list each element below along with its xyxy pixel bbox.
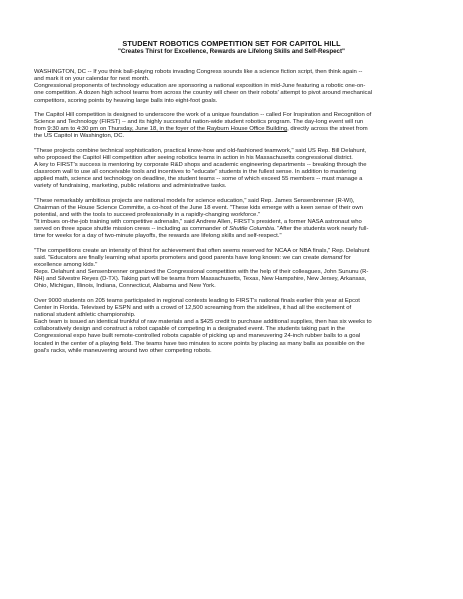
text-line: Ohio, Michigan, Illinois, Indiana, Connecticut, Alabama and New York.: [34, 283, 216, 290]
text-line: potential, and with the tools to succeed professionally in a rapidly-changing workforce.": [34, 211, 261, 218]
text-line: from 9:30 am to 4:30 pm on Thursday, June 18, in the foyer of the Rayburn House Office Building, directly across the street from: [34, 126, 368, 133]
text-line: time for weeks for a day of two-minute playoffs, the rewards are lifelong skills and self-respect.": [34, 233, 282, 240]
paragraph: [34, 298, 429, 355]
text-line: goal's racks, while maneuvering around two other competing robots.: [34, 347, 212, 354]
shuttle-name-italic: Shuttle Columbia: [229, 226, 274, 233]
text-line: and mark it on your calendar for next month.: [34, 76, 150, 83]
text-line: classroom wall to use all conceivable tools and incentives to "educate" students in the fullest sense. In addition to mastering: [34, 169, 357, 176]
text-line: Congressional proponents of technology education are sponsoring a national exposition in mid-June featuring a robotic one-on-: [34, 83, 366, 90]
text-line: the US Capitol in Washington, DC.: [34, 133, 125, 140]
text-line: Congressional expo have built remote-controlled robots capable of picking up and maneuvering 24-inch rubber balls to a goal: [34, 333, 361, 340]
text-line: Center in Florida. Televised by ESPN and with a crowd of 12,500 screaming from the sidelines, it had all the excitement of: [34, 304, 352, 311]
text-line: Each team is issued an identical trunkful of raw materials and a $425 credit to purchase additional supplies, then has six weeks to: [34, 319, 372, 326]
document-title: STUDENT ROBOTICS COMPETITION SET FOR CAPITOL HILL: [122, 39, 341, 48]
text-line: collaboratively design and construct a robot capable of competing in a designated event. The students taking part in the: [34, 326, 345, 333]
text-line: Over 9000 students on 205 teams participated in regional contests leading to FIRST's national finals earlier this year at Epcot: [34, 297, 360, 304]
text-line: national student athletic championship.: [34, 312, 136, 318]
text-line: "These remarkably ambitious projects are national models for science education," said Rep. James Sensenbrenner (R-WI),: [34, 197, 355, 204]
text-line: NH) and Silvestre Reyes (D-TX). Taking part will be teams from Massachusetts, Texas, New Hampshire, New Jersey, Arkansas,: [34, 276, 367, 283]
text-line: excellence among kids.": [34, 261, 98, 268]
text-line: variety of fundraising, marketing, public relations and administrative tasks.: [34, 183, 227, 190]
text-line: Science and Technology (FIRST) -- and its highly successful nation-wide student robotics program. The day-long event will run: [34, 119, 364, 126]
text-line: who proposed the Capitol Hill competition after seeing robotics teams in action in his Massachusetts congressional district.: [34, 154, 353, 161]
text-line: A key to FIRST's success is mentoring by corporate R&D shops and academic engineering departments -- breaking through the: [34, 161, 367, 168]
text-line: competitors, scoring points by heaving large balls into eight-foot goals.: [34, 97, 218, 104]
document-body: [34, 69, 429, 362]
text-line: said. "Educators are finally learning what sports promoters and good parents have long known: we can create demand for: [34, 254, 351, 261]
demand-italic: demand: [320, 254, 343, 261]
paragraph: [34, 112, 429, 141]
paragraph: [34, 69, 429, 105]
text-line: "The competitions create an intensity of thirst for achievement that often seems reserved for NCAA or NBA finals," Rep. Delahunt: [34, 247, 370, 254]
text-line: Chairman of the House Science Committe, a co-host of the June 18 event. "These kids emerge with a keen sense of their own: [34, 204, 363, 211]
text-line: "It imbues on-the-job training with competitive adrenalin," said Andrew Allen, FIRST's president, a former NASA astronaut who: [34, 219, 362, 226]
text-line: The Capitol Hill competition is designed to underscore the work of a unique foundation -- called For Inspiration and Recognition of: [34, 111, 372, 118]
text-line: Reps. Delahunt and Sensenbrenner organized the Congressional competition with the help of their colleagues, John Sununu (R-: [34, 269, 369, 276]
paragraph: [34, 148, 429, 191]
paragraph: [34, 248, 429, 291]
text-line: one competition. A dozen high school teams from across the country will cheer on their robots' attempt to pivot around mechanical: [34, 90, 373, 97]
document-subtitle: "Creates Thirst for Excellence, Rewards are Lifelong Skills and Self-Respect": [118, 48, 345, 55]
text-line: WASHINGTON, DC -- If you think ball-playing robots invading Congress sounds like a science fiction script, then think again --: [34, 69, 363, 75]
text-line: located in the center of a playing field. The teams have two minutes to score points by placing as many balls as possible on the: [34, 340, 365, 347]
text-line: applied math, science and technology on deadline, the student teams -- some of which exceed 55 members -- must manage a: [34, 176, 363, 183]
paragraph: [34, 198, 429, 241]
event-date-time-underlined: 9:30 am to 4:30 pm on Thursday, June 18, in the foyer of the Rayburn House Office Building: [47, 126, 288, 133]
text-line: served on three space shuttle mission crews -- including as commander of Shuttle Columbia. "After the students work nearly full-: [34, 226, 369, 233]
text-line: "These projects combine technical sophistication, practical know-how and old-fashioned teamwork," said US Rep. Bill Delahunt,: [34, 147, 367, 154]
